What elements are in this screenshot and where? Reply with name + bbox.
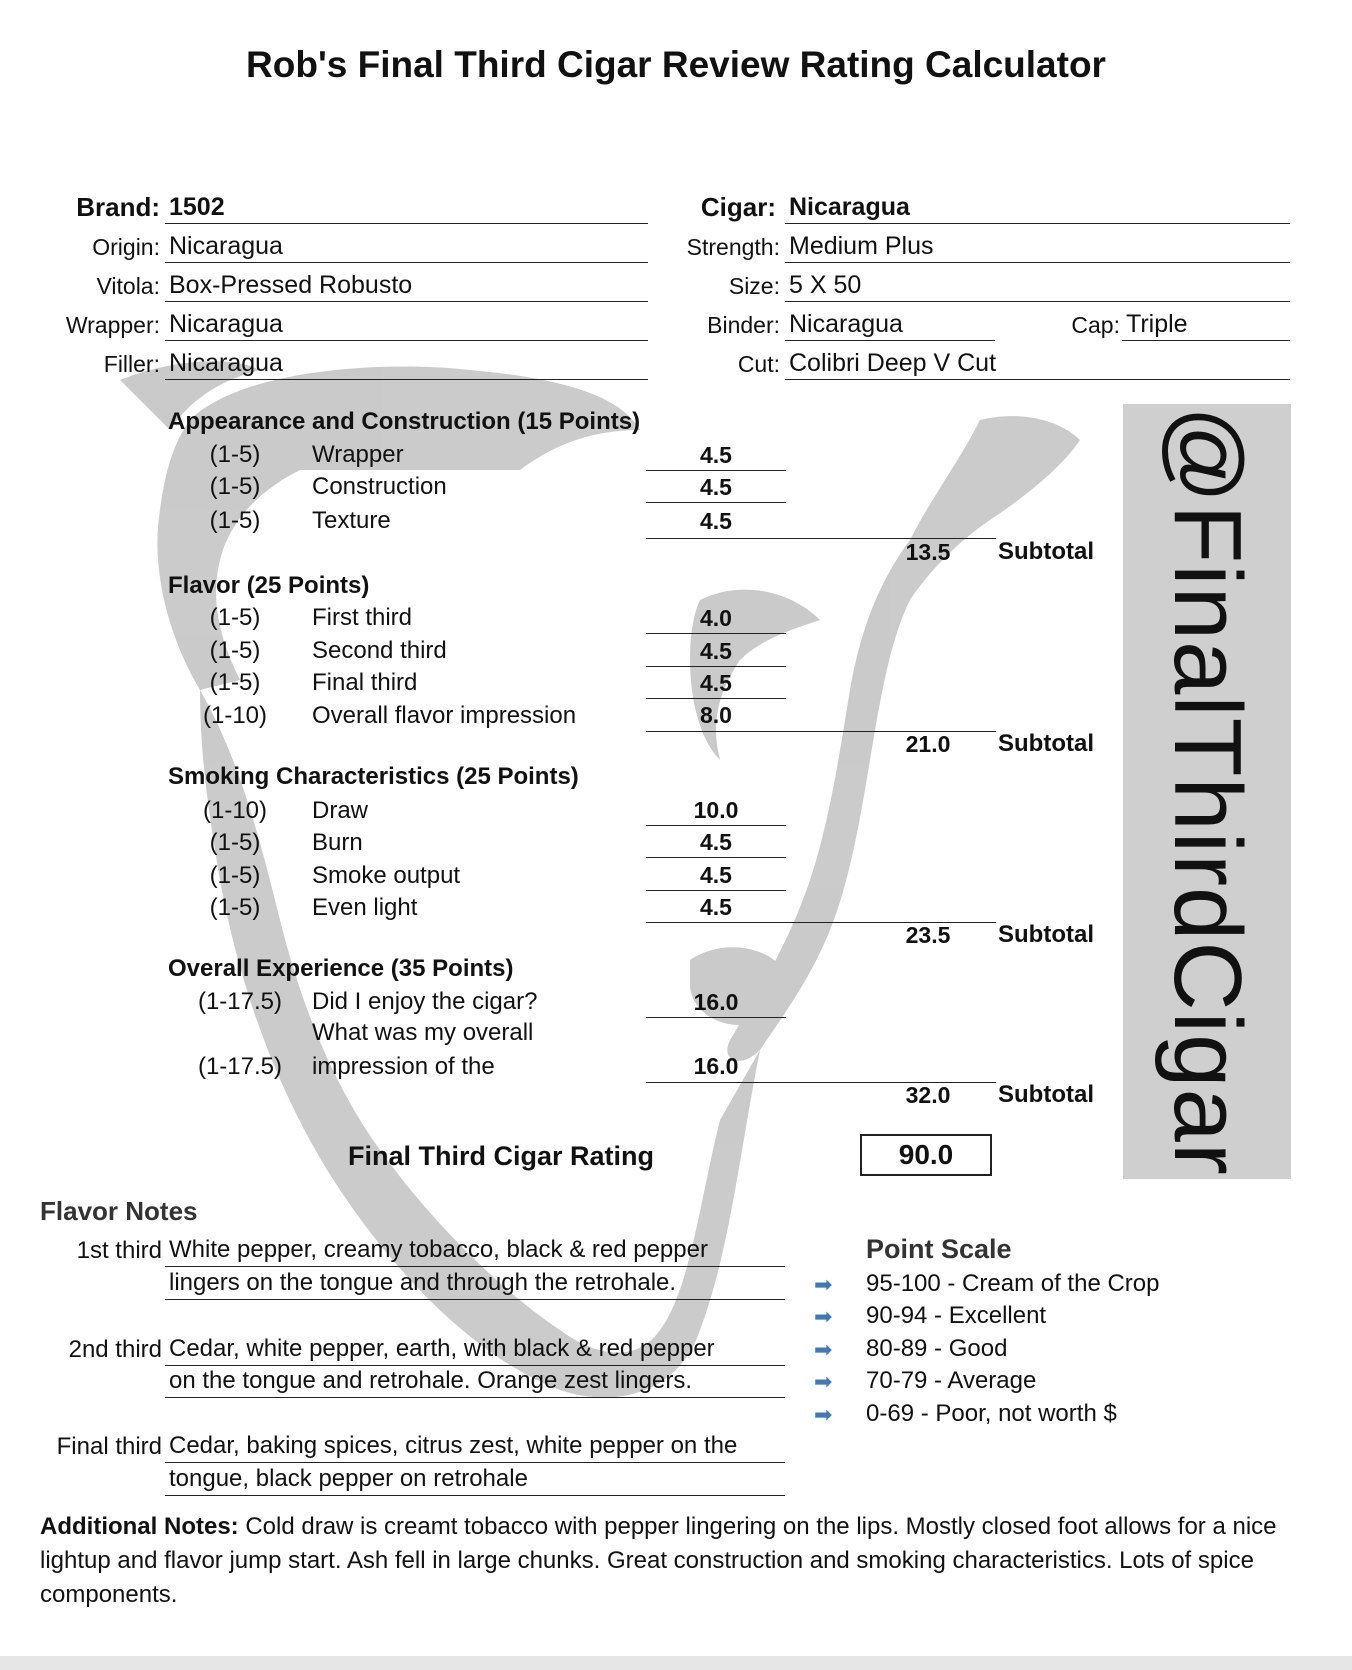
item-enjoy: Did I enjoy the cigar? xyxy=(312,988,538,1015)
range-label: (1-5) xyxy=(209,441,261,468)
point-scale-item: 90-94 - Excellent xyxy=(866,1302,1047,1329)
range-label: (1-5) xyxy=(209,473,261,500)
range-label: (1-5) xyxy=(209,669,261,696)
section-title-smoking: Smoking Characteristics (25 Points) xyxy=(168,763,579,790)
item-final-third: Final third xyxy=(312,669,418,696)
flavor-note-label-first: 1st third xyxy=(76,1237,162,1264)
flavor-note-label-second: 2nd third xyxy=(68,1336,162,1363)
score-even-light: 4.5 xyxy=(700,894,732,920)
cap-label: Cap: xyxy=(1071,312,1120,338)
wrapper-label: Wrapper: xyxy=(65,312,160,338)
item-draw: Draw xyxy=(312,797,369,824)
filler-label: Filler: xyxy=(103,351,160,377)
point-scale-heading: Point Scale xyxy=(866,1234,1012,1264)
brand-field: 1502 xyxy=(165,192,648,224)
point-scale-item: 95-100 - Cream of the Crop xyxy=(866,1270,1160,1297)
filler-field: Nicaragua xyxy=(165,348,648,380)
subtotal-value-flavor: 21.0 xyxy=(905,731,951,757)
binder-field: Nicaragua xyxy=(785,309,995,341)
subtotal-label: Subtotal xyxy=(998,730,1094,757)
vitola-label: Vitola: xyxy=(96,273,160,299)
section-title-overall: Overall Experience (35 Points) xyxy=(168,955,514,982)
range-label: (1-10) xyxy=(202,797,268,824)
flavor-note-first-line2: lingers on the tongue and through the retrohale. xyxy=(165,1268,785,1300)
cigar-label: Cigar: xyxy=(700,192,776,222)
score-construction: 4.5 xyxy=(646,472,786,503)
arrow-right-icon: ➡ xyxy=(814,1402,833,1427)
strength-field: Medium Plus xyxy=(785,231,1290,263)
subtotal-value-overall: 32.0 xyxy=(905,1082,951,1108)
origin-field: Nicaragua xyxy=(165,231,648,263)
origin-label: Origin: xyxy=(92,234,160,260)
score-enjoy: 16.0 xyxy=(646,987,786,1018)
range-label: (1-5) xyxy=(209,604,261,631)
item-burn: Burn xyxy=(312,829,363,856)
section-title-appearance: Appearance and Construction (15 Points) xyxy=(168,408,641,435)
subtotal-label: Subtotal xyxy=(998,921,1094,948)
range-label: (1-5) xyxy=(209,637,261,664)
range-label: (1-5) xyxy=(209,829,261,856)
social-handle: @FinalThirdCigar xyxy=(1154,406,1261,1176)
flavor-note-final-line2: tongue, black pepper on retrohale xyxy=(165,1464,785,1496)
flavor-note-final-line1: Cedar, baking spices, citrus zest, white pepper on the xyxy=(165,1431,785,1463)
point-scale-item: 80-89 - Good xyxy=(866,1335,1008,1362)
subtotal-value-smoking: 23.5 xyxy=(905,922,951,948)
range-label: (1-10) xyxy=(202,702,268,729)
strength-label: Strength: xyxy=(686,234,780,260)
flavor-note-first-line1: White pepper, creamy tobacco, black & red pepper xyxy=(165,1235,785,1267)
wrapper-field: Nicaragua xyxy=(165,309,648,341)
score-smoke-output: 4.5 xyxy=(646,860,786,891)
flavor-notes-heading: Flavor Notes xyxy=(40,1196,198,1226)
final-rating-label: Final Third Cigar Rating xyxy=(348,1141,655,1171)
vitola-field: Box-Pressed Robusto xyxy=(165,270,648,302)
page-title: Rob's Final Third Cigar Review Rating Calculator xyxy=(246,44,1106,85)
flavor-note-second-line1: Cedar, white pepper, earth, with black & red pepper xyxy=(165,1334,785,1366)
score-draw: 10.0 xyxy=(646,795,786,826)
additional-notes-text: Cold draw is creamt tobacco with pepper lingering on the lips. Mostly closed foot allows for a nice lightup and flavor jump start. Ash fell in large chunks. Great construction and smoking characteristics. Lots of spice components. xyxy=(40,1513,1277,1608)
arrow-right-icon: ➡ xyxy=(814,1337,833,1362)
social-handle-panel xyxy=(1123,404,1291,1179)
item-even-light: Even light xyxy=(312,894,418,921)
cut-field: Colibri Deep V Cut xyxy=(785,348,1290,380)
item-overall-impression: impression of the xyxy=(312,1053,495,1080)
score-overall-flavor: 8.0 xyxy=(700,702,732,728)
point-scale-item: 0-69 - Poor, not worth $ xyxy=(866,1400,1117,1427)
item-overall-impression-line1: What was my overall xyxy=(312,1019,534,1046)
item-texture: Texture xyxy=(312,507,391,534)
score-burn: 4.5 xyxy=(646,827,786,858)
point-scale-item: 70-79 - Average xyxy=(866,1367,1037,1394)
brand-label: Brand: xyxy=(76,192,160,222)
arrow-right-icon: ➡ xyxy=(814,1304,833,1329)
arrow-right-icon: ➡ xyxy=(814,1272,833,1297)
bottom-bar xyxy=(0,1656,1352,1670)
section-title-flavor: Flavor (25 Points) xyxy=(168,572,370,599)
arrow-right-icon: ➡ xyxy=(814,1369,833,1394)
size-field: 5 X 50 xyxy=(785,270,1290,302)
score-wrapper: 4.5 xyxy=(646,440,786,471)
item-overall-flavor: Overall flavor impression xyxy=(312,702,577,729)
score-texture: 4.5 xyxy=(700,508,732,534)
subtotal-label: Subtotal xyxy=(998,538,1094,565)
score-second-third: 4.5 xyxy=(646,636,786,667)
flavor-note-second-line2: on the tongue and retrohale. Orange zest lingers. xyxy=(165,1366,785,1398)
subtotal-value-appearance: 13.5 xyxy=(905,539,951,565)
additional-notes xyxy=(40,1510,1320,1610)
subtotal-label: Subtotal xyxy=(998,1081,1094,1108)
score-first-third: 4.0 xyxy=(646,603,786,634)
cut-label: Cut: xyxy=(737,351,780,377)
size-label: Size: xyxy=(728,273,780,299)
item-construction: Construction xyxy=(312,473,447,500)
range-label: (1-5) xyxy=(209,894,261,921)
range-label: (1-17.5) xyxy=(197,1053,283,1080)
item-smoke-output: Smoke output xyxy=(312,862,461,889)
range-label: (1-5) xyxy=(209,862,261,889)
final-rating-value: 90.0 xyxy=(860,1134,992,1176)
flavor-note-label-final: Final third xyxy=(56,1433,162,1460)
range-label: (1-17.5) xyxy=(197,988,283,1015)
item-first-third: First third xyxy=(312,604,413,631)
cigar-field: Nicaragua xyxy=(785,192,1290,224)
cap-field: Triple xyxy=(1122,309,1290,341)
binder-label: Binder: xyxy=(707,312,780,338)
range-label: (1-5) xyxy=(209,507,261,534)
score-overall-impression: 16.0 xyxy=(693,1053,739,1079)
item-wrapper: Wrapper xyxy=(312,441,404,468)
additional-notes-label: Additional Notes: xyxy=(40,1513,239,1540)
score-final-third: 4.5 xyxy=(646,668,786,699)
item-second-third: Second third xyxy=(312,637,447,664)
